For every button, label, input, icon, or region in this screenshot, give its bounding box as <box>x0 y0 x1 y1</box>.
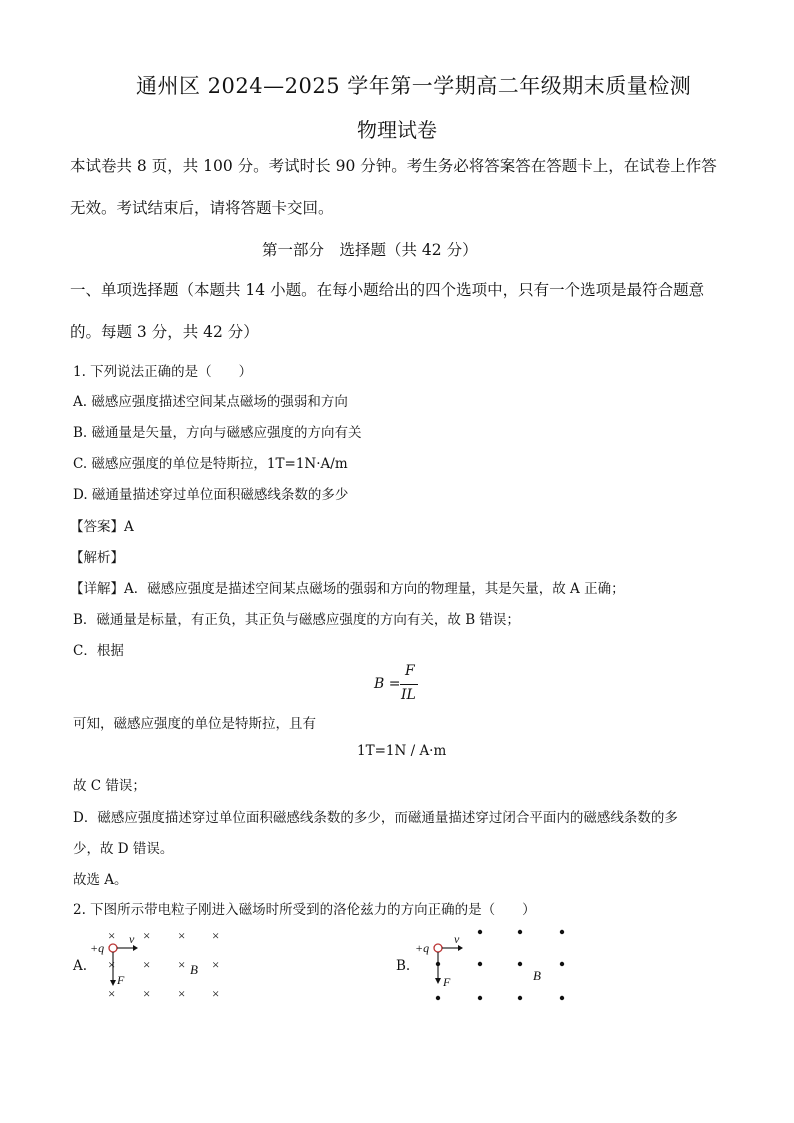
field-cross: × <box>143 928 151 943</box>
q2-option-a-label: A. <box>73 958 88 974</box>
q2-option-b-label: B. <box>396 958 411 974</box>
q2-stem: 2. 下图所示带电粒子刚进入磁场时所受到的洛伦兹力的方向正确的是（ ） <box>73 902 536 918</box>
field-cross: × <box>108 928 116 943</box>
field-dot <box>560 962 564 966</box>
q1-answer: 【答案】A <box>70 519 134 535</box>
q1-stem: 1. 下列说法正确的是（ ） <box>73 364 253 380</box>
charge-label: +q <box>90 941 105 955</box>
field-label: B <box>533 968 541 983</box>
field-cross: × <box>212 986 220 1001</box>
field-cross: × <box>212 957 220 972</box>
field-cross: × <box>178 986 186 1001</box>
fraction-bar <box>400 684 418 685</box>
field-cross: × <box>178 957 186 972</box>
charge-label: +q <box>415 941 430 955</box>
charged-particle <box>434 944 442 952</box>
exam-title: 通州区 2024—2025 学年第一学期高二年级期末质量检测 <box>136 74 692 98</box>
formula-numerator: F <box>405 663 415 679</box>
field-dot <box>560 930 564 934</box>
velocity-label: v <box>454 932 460 946</box>
field-dot <box>560 996 564 1000</box>
field-dot <box>518 962 522 966</box>
figure-b <box>412 922 582 1008</box>
q1-detail: 【详解】A．磁感应强度是描述空间某点磁场的强弱和方向的物理量，其是矢量，故 A 正确； <box>70 581 625 597</box>
q1-conclusion: 故选 A。 <box>73 872 128 888</box>
part-heading: 第一部分 选择题（共 42 分） <box>262 241 478 259</box>
field-dot <box>478 930 482 934</box>
field-cross: × <box>212 928 220 943</box>
field-cross: × <box>108 986 116 1001</box>
q1-c-explanation-3: 故 C 错误； <box>73 778 146 794</box>
formula-lhs: B = <box>374 676 401 692</box>
q1-d-explanation-1: D．磁感应强度描述穿过单位面积磁感线条数的多少，而磁通量描述穿过闭合平面内的磁感线条数的多 <box>73 810 678 826</box>
force-arrowhead <box>435 978 441 984</box>
q1-d-explanation-2: 少，故 D 错误。 <box>73 841 174 857</box>
exam-subtitle: 物理试卷 <box>357 118 437 142</box>
field-dot <box>478 962 482 966</box>
section-line-1: 一、单项选择题（本题共 14 小题。在每小题给出的四个选项中，只有一个选项是最符合题意 <box>70 281 705 299</box>
q1-c-explanation: C．根据 <box>73 643 124 659</box>
q1-option-a: A. 磁感应强度描述空间某点磁场的强弱和方向 <box>73 394 348 410</box>
field-dot <box>436 996 440 1000</box>
force-label: F <box>443 975 451 989</box>
field-dot <box>518 996 522 1000</box>
q1-option-b: B. 磁通量是矢量，方向与磁感应强度的方向有关 <box>73 425 362 441</box>
q1-option-c: C. 磁感应强度的单位是特斯拉，1T=1N·A/m <box>73 456 348 472</box>
field-cross: × <box>178 928 186 943</box>
q1-b-explanation: B．磁通量是标量，有正负，其正负与磁感应强度的方向有关，故 B 错误； <box>73 612 520 628</box>
intro-line-2: 无效。考试结束后，请将答题卡交回。 <box>70 199 334 217</box>
velocity-label: v <box>129 932 135 946</box>
field-cross: × <box>143 957 151 972</box>
intro-line-1: 本试卷共 8 页，共 100 分。考试时长 90 分钟。考生务必将答案答在答题卡上，在试卷上作答 <box>70 157 717 175</box>
formula-denominator: IL <box>401 687 416 703</box>
section-line-2: 的。每题 3 分，共 42 分） <box>70 323 259 341</box>
cross-grid-a <box>108 928 219 1001</box>
charged-particle <box>109 944 117 952</box>
force-label: F <box>117 973 125 987</box>
unit-formula: 1T=1N / A·m <box>357 743 447 759</box>
field-cross: × <box>143 986 151 1001</box>
q1-c-explanation-2: 可知，磁感应强度的单位是特斯拉，且有 <box>73 716 316 732</box>
figure-a <box>86 924 236 1006</box>
q1-option-d: D. 磁通量描述穿过单位面积磁感线条数的多少 <box>73 487 349 503</box>
field-label: B <box>190 962 198 977</box>
field-dot <box>478 996 482 1000</box>
field-cross: × <box>108 957 116 972</box>
q1-analysis-label: 【解析】 <box>70 550 124 566</box>
field-dot <box>518 930 522 934</box>
